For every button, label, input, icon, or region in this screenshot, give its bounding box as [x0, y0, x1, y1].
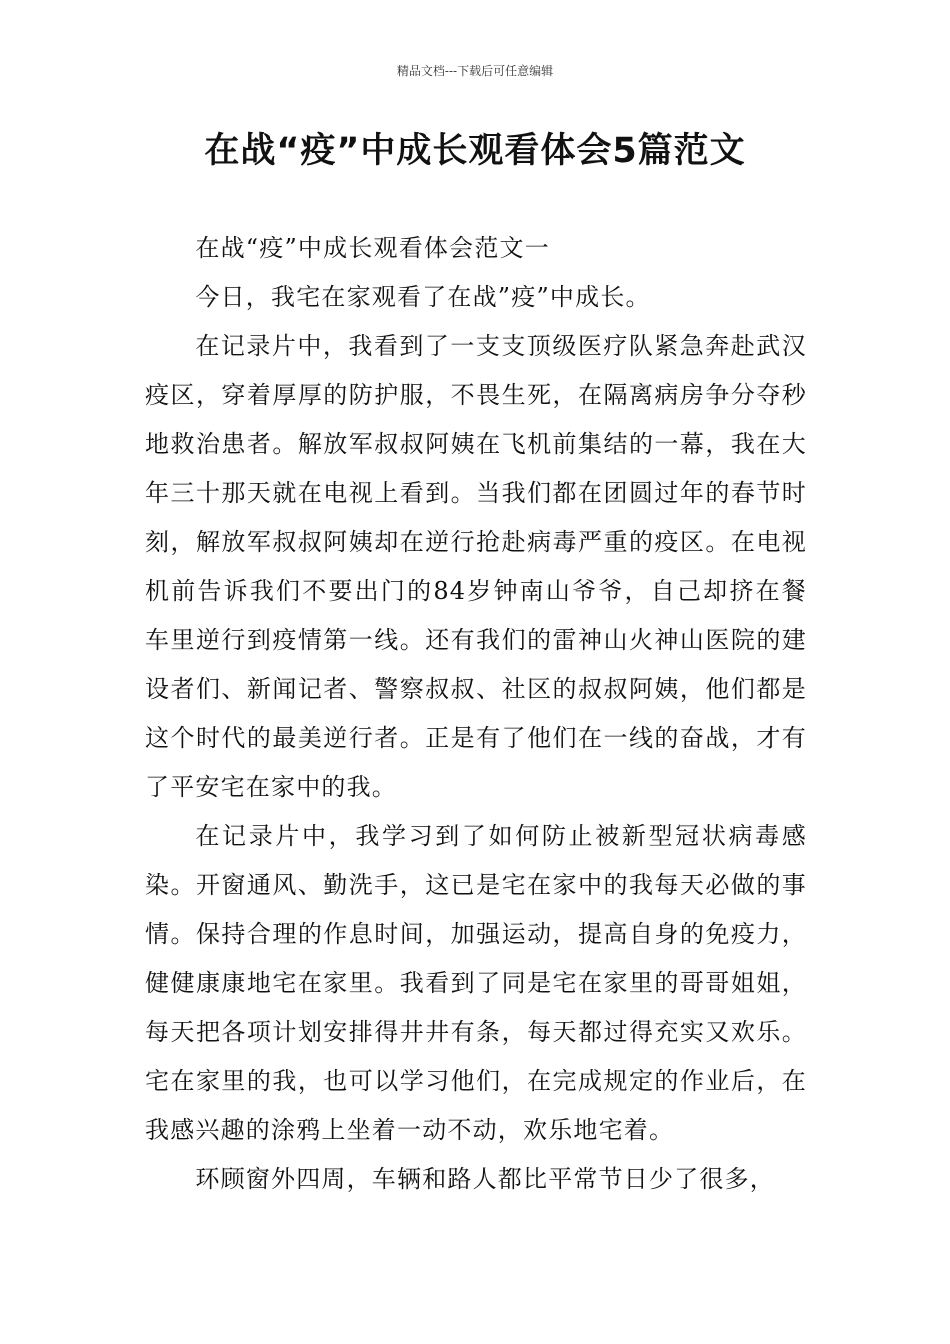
paragraph: 在记录片中，我看到了一支支顶级医疗队紧急奔赴武汉疫区，穿着厚厚的防护服，不畏生死，在隔离病房争分夺秒地救治患者。解放军叔叔阿姨在飞机前集结的一幕，我在大年三十那天就在电视上看到。当我们都在团圆过年的春节时刻，解放军叔叔阿姨却在逆行抢赴病毒严重的疫区。在电视机前告诉我们不要出门的84岁钟南山爷爷，自己却挤在餐车里逆行到疫情第一线。还有我们的雷神山火神山医院的建设者们、新闻记者、警察叔叔、社区的叔叔阿姨，他们都是这个时代的最美逆行者。正是有了他们在一线的奋战，才有了平安宅在家中的我。: [145, 332, 807, 801]
page-header: 精品文档---下载后可任意编辑: [396, 64, 554, 78]
paragraph: 在记录片中，我学习到了如何防止被新型冠状病毒感染。开窗通风、勤洗手，这已是宅在家中的我每天必做的事情。保持合理的作息时间，加强运动，提高自身的免疫力，健健康康地宅在家里。我看到了同是宅在家里的哥哥姐姐，每天把各项计划安排得井井有条，每天都过得充实又欢乐。宅在家里的我，也可以学习他们，在完成规定的作业后，在我感兴趣的涂鸦上坐着一动不动，欢乐地宅着。: [145, 822, 807, 1144]
paragraph: 环顾窗外四周，车辆和路人都比平常节日少了很多，: [195, 1165, 775, 1193]
section-heading: 在战“疫”中成长观看体会范文一: [195, 234, 550, 262]
document-body: [145, 224, 807, 1204]
document-title: 在战“疫”中成长观看体会5篇范文: [204, 131, 746, 171]
paragraph: 今日，我宅在家观看了在战”疫”中成长。: [195, 283, 651, 311]
